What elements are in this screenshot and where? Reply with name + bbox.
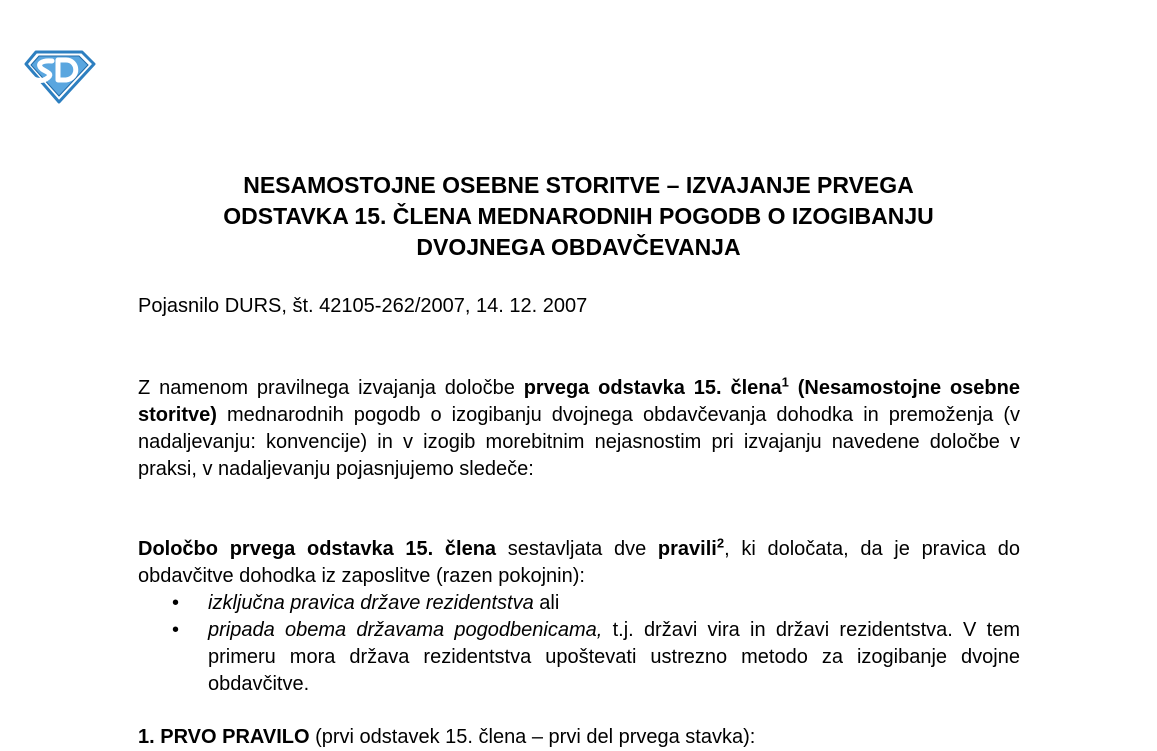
text: , ki določata, da je pravica do obdavčitve dohodka iz zaposlitve (razen pokojnin): (138, 538, 1020, 587)
bullet-icon: • (172, 619, 180, 641)
section-heading (138, 724, 755, 751)
bold-text: 1. PRVO PRAVILO (138, 726, 310, 748)
title-line: DVOJNEGA OBDAVČEVANJA (416, 234, 741, 260)
bold-text: pravili (657, 538, 717, 560)
bold-text: prvega odstavka 15. člena (523, 377, 782, 399)
list-item (138, 590, 1020, 617)
bold-text: (Nesamostojne osebne storitve) (138, 377, 1020, 426)
footnote-ref-2[interactable]: 2 (716, 535, 725, 551)
document-title (110, 170, 1047, 263)
list-item (138, 617, 1020, 698)
bold-text: Določbo prvega odstavka 15. člena (138, 538, 497, 560)
intro-paragraph (138, 375, 1020, 483)
italic-text: izključna pravica države rezidentstva (208, 592, 534, 614)
text: mednarodnih pogodb o izogibanju dvojnega obdavčevanja dohodka in premoženja (v nadaljevanju: konvencije) in v izogib morebitnim nejasnostim pri izvajanju navedene določbe v praksi, v nadaljevanju pojasnjujemo sledeče: (138, 404, 1020, 480)
rules-paragraph (138, 536, 1020, 590)
bullet-icon: • (172, 592, 180, 614)
text: (prvi odstavek 15. člena – prvi del prvega stavka): (309, 726, 756, 748)
text: ali (533, 592, 560, 614)
text: t.j. državi vira in državi rezidentstva. V tem primeru mora država rezidentstva upoštevati ustrezno metodo za izogibanje dvojne obdavčitve. (208, 619, 1020, 695)
title-line: NESAMOSTOJNE OSEBNE STORITVE – IZVAJANJE PRVEGA (243, 172, 914, 198)
text: Z namenom pravilnega izvajanja določbe (138, 377, 524, 399)
text: sestavljata dve (496, 538, 658, 560)
footnote-ref-1[interactable]: 1 (781, 374, 789, 390)
italic-text: pripada obema državama pogodbenicama, (208, 619, 603, 641)
document-reference: Pojasnilo DURS, št. 42105-262/2007, 14. 12. 2007 (138, 295, 588, 317)
logo-shield-icon (22, 48, 96, 104)
title-line: ODSTAVKA 15. ČLENA MEDNARODNIH POGODB O IZOGIBANJU (223, 203, 934, 229)
rules-list (138, 590, 1020, 698)
